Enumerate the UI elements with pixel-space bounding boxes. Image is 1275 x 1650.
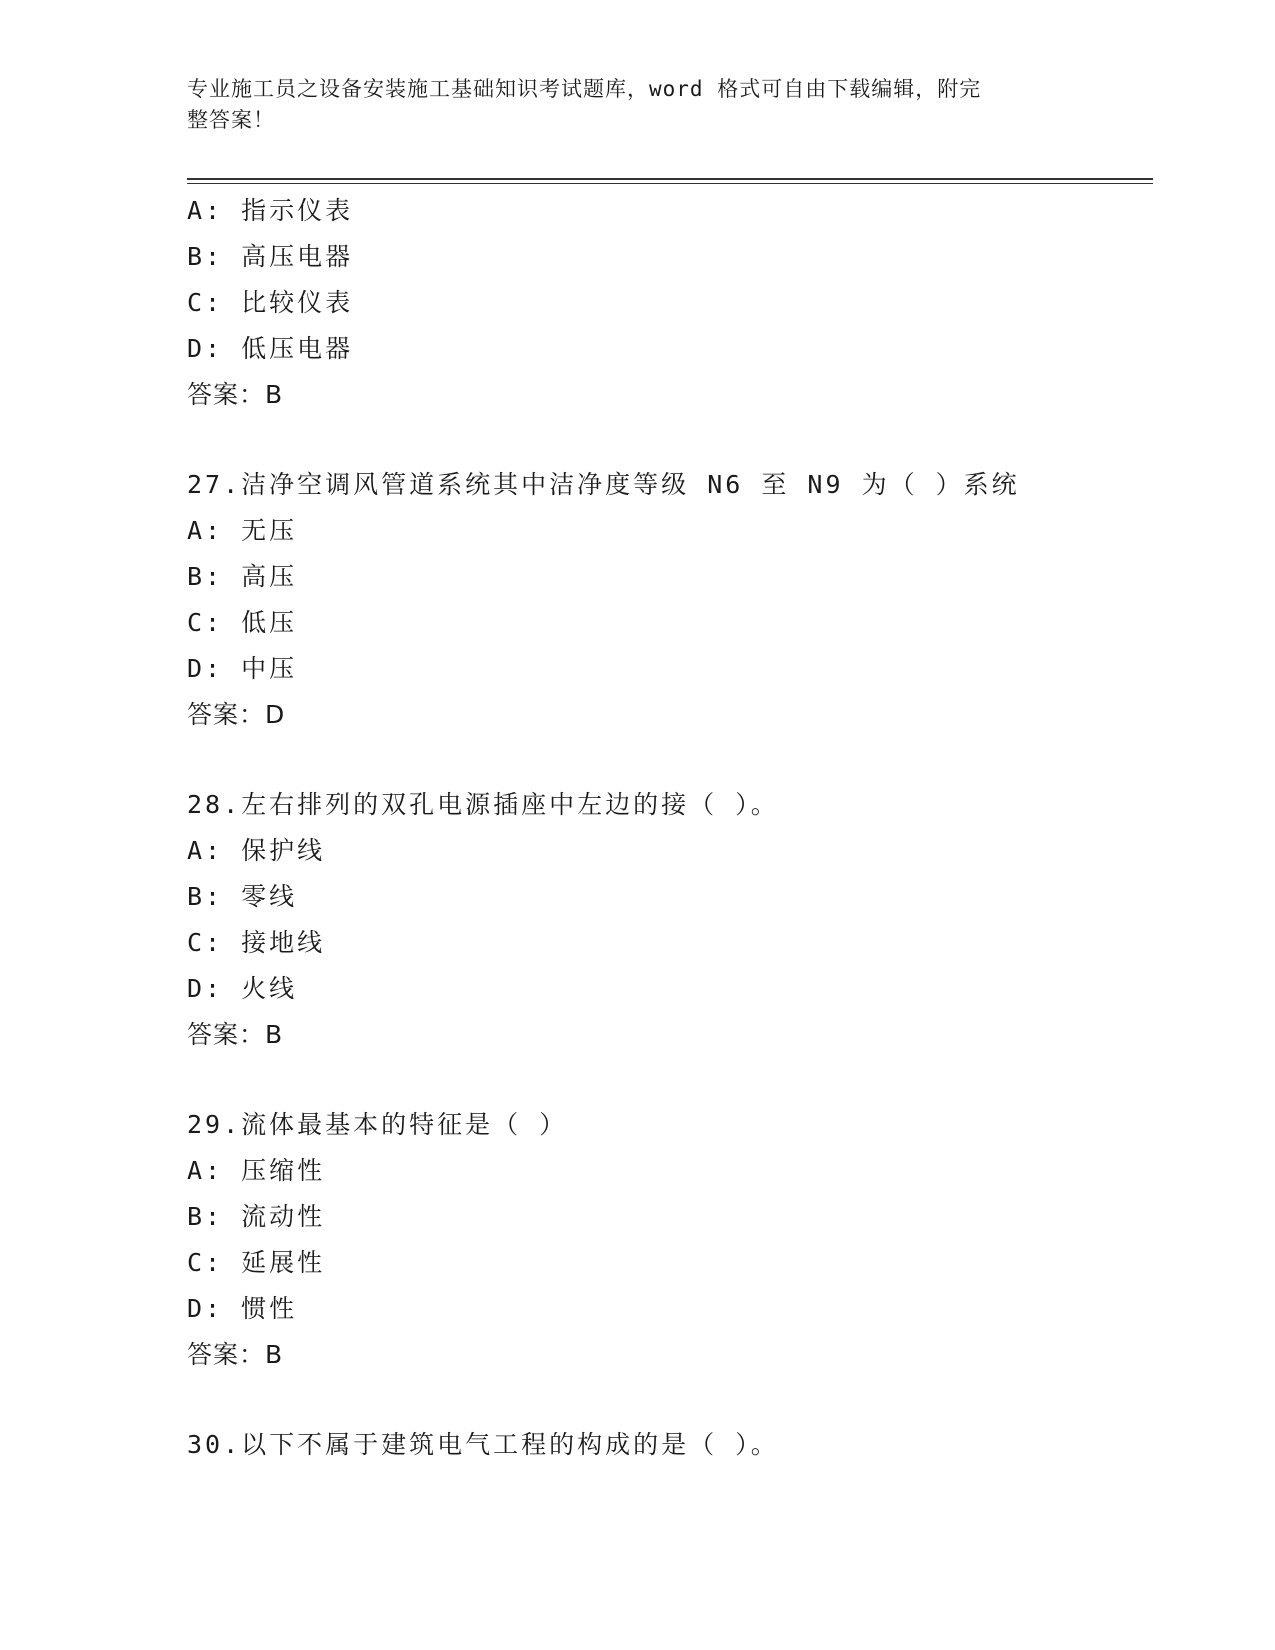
- question-block-28: [187, 782, 1153, 1058]
- option-b: B: 流动性: [187, 1202, 326, 1231]
- header-line-1: 专业施工员之设备安装施工基础知识考试题库，word 格式可自由下载编辑，附完: [187, 77, 982, 101]
- answer-label: 答案：B: [187, 1020, 284, 1049]
- option-a: A: 无压: [187, 516, 298, 545]
- option-d: D: 低压电器: [187, 334, 354, 363]
- question-block-29: [187, 1102, 1153, 1378]
- option-d: D: 火线: [187, 974, 298, 1003]
- question-text: 30.以下不属于建筑电气工程的构成的是（ ）。: [187, 1430, 779, 1459]
- block-spacer: [187, 418, 1153, 462]
- answer-label: 答案：D: [187, 700, 286, 729]
- option-d: D: 中压: [187, 654, 298, 683]
- question-text: 29.流体最基本的特征是（ ）: [187, 1110, 568, 1139]
- question-block-30: [187, 1422, 1153, 1468]
- question-text: 28.左右排列的双孔电源插座中左边的接（ ）。: [187, 790, 779, 819]
- question-text: 27.洁净空调风管道系统其中洁净度等级 N6 至 N9 为（ ）系统: [187, 470, 1020, 499]
- header-line-2: 整答案！: [187, 108, 275, 132]
- question-block-26: [187, 188, 1153, 418]
- option-c: C: 低压: [187, 608, 298, 637]
- answer-label: 答案：B: [187, 1340, 284, 1369]
- option-d: D: 惯性: [187, 1294, 298, 1323]
- option-a: A: 指示仪表: [187, 196, 354, 225]
- header-rule-thick: [187, 178, 1153, 180]
- option-b: B: 高压电器: [187, 242, 354, 271]
- option-b: B: 零线: [187, 882, 298, 911]
- block-spacer: [187, 1378, 1153, 1422]
- answer-label: 答案：B: [187, 380, 284, 409]
- header-rule-thin: [187, 183, 1153, 184]
- block-spacer: [187, 738, 1153, 782]
- question-block-27: [187, 462, 1153, 738]
- question-list: [187, 188, 1153, 1468]
- option-c: C: 延展性: [187, 1248, 326, 1277]
- block-spacer: [187, 1058, 1153, 1102]
- document-header: [187, 74, 1067, 136]
- option-a: A: 压缩性: [187, 1156, 326, 1185]
- option-a: A: 保护线: [187, 836, 326, 865]
- option-c: C: 接地线: [187, 928, 326, 957]
- option-b: B: 高压: [187, 562, 298, 591]
- option-c: C: 比较仪表: [187, 288, 354, 317]
